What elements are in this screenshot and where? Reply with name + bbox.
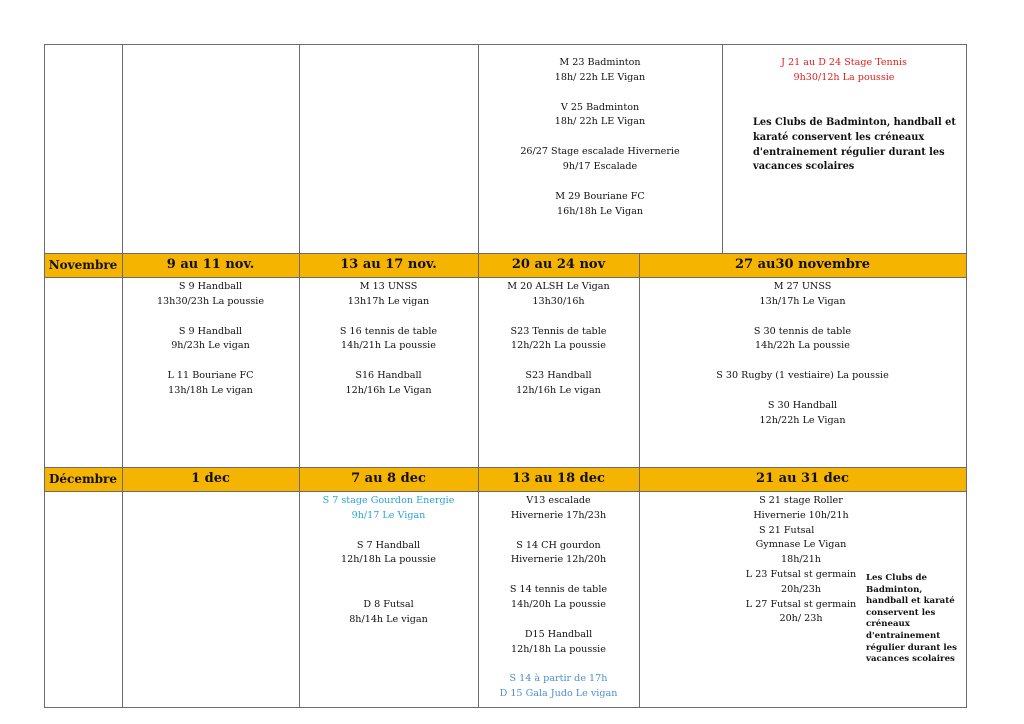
entry-line: S23 Handball bbox=[525, 370, 592, 382]
grid-line bbox=[44, 277, 967, 278]
schedule-entry bbox=[478, 628, 639, 658]
entry-line: 9h/23h Le vigan bbox=[171, 340, 250, 352]
entry-line: L 11 Bouriane FC bbox=[167, 370, 254, 382]
novembre-col5 bbox=[639, 280, 966, 429]
entry-line: D15 Handball bbox=[524, 628, 593, 640]
schedule-entry bbox=[122, 369, 299, 399]
entry-line: S 16 tennis de table bbox=[339, 325, 438, 337]
novembre-col4 bbox=[478, 280, 639, 399]
decembre-col4 bbox=[478, 494, 639, 702]
note-line: Badminton, bbox=[866, 584, 923, 595]
schedule-entry bbox=[299, 369, 478, 399]
novembre-col2 bbox=[122, 280, 299, 399]
schedule-entry bbox=[478, 325, 639, 355]
clubs-note-decembre bbox=[866, 573, 964, 666]
entry-line: 18h/ 22h LE Vigan bbox=[554, 116, 646, 128]
entry-line: M 20 ALSH Le Vigan bbox=[507, 281, 610, 292]
entry-line: 9h/17 Escalade bbox=[562, 160, 638, 172]
entry-line: S 14 CH gourdon bbox=[516, 539, 601, 551]
schedule-entry bbox=[478, 539, 639, 569]
entry-line: S 9 Handball bbox=[178, 325, 243, 337]
schedule-entry bbox=[299, 325, 478, 355]
week-header: 13 au 17 nov. bbox=[340, 257, 437, 272]
schedule-entry bbox=[122, 280, 299, 310]
decembre-col3 bbox=[299, 494, 478, 628]
entry-line: S 7 Handball bbox=[356, 539, 421, 551]
entry-line: 14h/22h La poussie bbox=[755, 340, 850, 352]
grid-line bbox=[44, 44, 45, 708]
entry-line: 14h/21h La poussie bbox=[341, 340, 436, 352]
entry-line: 20h/ 23h bbox=[779, 613, 823, 625]
week-header: 27 au30 novembre bbox=[734, 257, 871, 272]
note-line: créneaux bbox=[866, 619, 910, 630]
schedule-entry bbox=[478, 280, 639, 310]
entry-line: S 7 stage Gourdon Energie bbox=[322, 495, 455, 506]
schedule-entry bbox=[478, 101, 722, 131]
entry-line: 26/27 Stage escalade Hivernerie bbox=[520, 146, 680, 158]
entry-line: L 23 Futsal st germain bbox=[745, 568, 857, 580]
entry-line: S 9 Handball bbox=[178, 281, 243, 292]
schedule-entry bbox=[299, 280, 478, 310]
entry-line: V13 escalade bbox=[526, 495, 591, 506]
entry-line: 12h/16h Le vigan bbox=[516, 384, 601, 396]
entry-line: M 29 Bouriane FC bbox=[555, 190, 645, 202]
schedule-entry bbox=[639, 280, 966, 310]
entry-line: 12h/22h La poussie bbox=[511, 340, 606, 352]
decembre-col5-events bbox=[739, 494, 863, 627]
entry-line: S 21 Futsal bbox=[759, 524, 815, 536]
week-header: 9 au 11 nov. bbox=[166, 257, 255, 272]
note-line: karaté conservent les créneaux bbox=[753, 131, 925, 143]
week-header: 1 dec bbox=[191, 471, 230, 486]
schedule-entry bbox=[639, 325, 966, 355]
week-header: 20 au 24 nov bbox=[511, 257, 606, 272]
entry-line: M 13 UNSS bbox=[359, 281, 418, 292]
entry-line: V 25 Badminton bbox=[560, 101, 640, 113]
entry-line: Hivernerie 12h/20h bbox=[510, 554, 607, 566]
entry-line: 20h/23h bbox=[780, 583, 821, 595]
grid-line bbox=[44, 491, 967, 492]
schedule-entry bbox=[299, 598, 478, 628]
schedule-entry bbox=[639, 369, 966, 384]
grid-line bbox=[44, 253, 967, 254]
schedule-entry bbox=[478, 145, 722, 175]
schedule-entry bbox=[478, 494, 639, 524]
entry-line: 12h/22h Le Vigan bbox=[759, 414, 846, 426]
entry-line: S 30 Rugby (1 vestiaire) La poussie bbox=[716, 370, 889, 382]
entry-line: 13h17h Le vigan bbox=[347, 295, 430, 307]
clubs-note bbox=[753, 116, 963, 175]
entry-line: 12h/16h Le Vigan bbox=[345, 384, 432, 396]
entry-line: 12h/18h La poussie bbox=[511, 643, 606, 655]
entry-line: 9h/17 Le Vigan bbox=[351, 509, 426, 521]
entry-line: M 27 UNSS bbox=[773, 281, 832, 292]
top-col4-cell bbox=[478, 56, 722, 219]
entry-line: L 27 Futsal st germain bbox=[745, 598, 857, 610]
note-line: d'entrainement bbox=[866, 630, 941, 641]
schedule-entry bbox=[639, 399, 966, 429]
note-line: vacances scolaires bbox=[753, 161, 855, 173]
entry-line: S 30 tennis de table bbox=[753, 325, 852, 337]
entry-line: S23 Tennis de table bbox=[510, 325, 607, 337]
entry-line: 13h/18h Le vigan bbox=[168, 384, 253, 396]
week-header: 21 au 31 dec bbox=[756, 471, 849, 486]
note-line: d'entrainement régulier durant les bbox=[753, 146, 945, 158]
note-line: Les Clubs de Badminton, handball et bbox=[753, 117, 956, 128]
entry-line: 18h/21h bbox=[780, 554, 821, 566]
week-header: 13 au 18 dec bbox=[512, 471, 605, 486]
novembre-col3 bbox=[299, 280, 478, 399]
entry-line: Hivernerie 17h/23h bbox=[510, 509, 607, 521]
month-label-decembre: Décembre bbox=[48, 472, 118, 486]
entry-line: 13h30/23h La poussie bbox=[156, 295, 265, 307]
entry-line: S 21 stage Roller bbox=[759, 495, 843, 506]
schedule-entry bbox=[299, 539, 478, 569]
schedule-entry bbox=[478, 369, 639, 399]
entry-line: S 30 Handball bbox=[767, 399, 838, 411]
gourdon-energie-entry bbox=[299, 494, 478, 524]
grid-line bbox=[44, 44, 967, 45]
grid-line bbox=[44, 707, 967, 708]
entry-line: 13h/17h Le Vigan bbox=[759, 295, 846, 307]
entry-line: Hivernerie 10h/21h bbox=[753, 509, 849, 521]
grid-line bbox=[44, 467, 967, 468]
schedule-entry bbox=[478, 56, 722, 86]
schedule-entry bbox=[478, 583, 639, 613]
entry-line: M 23 Badminton bbox=[559, 57, 641, 68]
entry-line: D 15 Gala Judo Le vigan bbox=[499, 688, 618, 700]
schedule-entry bbox=[122, 325, 299, 355]
schedule-entry bbox=[478, 190, 722, 220]
note-line: conservent les bbox=[866, 607, 936, 618]
entry-line: 9h30/12h La poussie bbox=[793, 71, 895, 83]
note-line: handball et karaté bbox=[866, 596, 955, 607]
entry-line: Gymnase Le Vigan bbox=[755, 539, 847, 551]
entry-line: D 8 Futsal bbox=[363, 599, 414, 611]
entry-line: 8h/14h Le vigan bbox=[349, 613, 428, 625]
month-label-novembre: Novembre bbox=[48, 258, 118, 272]
entry-line: 12h/18h La poussie bbox=[341, 554, 436, 566]
note-line: Les Clubs de bbox=[866, 573, 928, 583]
gala-judo-entry bbox=[478, 672, 639, 702]
entry-line: 18h/ 22h LE Vigan bbox=[554, 71, 646, 83]
entry-line: 13h30/16h bbox=[532, 295, 585, 307]
entry-line: S 14 à partir de 17h bbox=[509, 673, 608, 685]
tennis-stage-entry bbox=[722, 56, 966, 86]
entry-line: 16h/18h Le Vigan bbox=[556, 205, 644, 217]
note-line: régulier durant les bbox=[866, 642, 957, 653]
entry-line: S16 Handball bbox=[355, 370, 422, 382]
entry-line: 14h/20h La poussie bbox=[511, 598, 606, 610]
note-line: vacances scolaires bbox=[866, 654, 955, 665]
grid-line bbox=[966, 44, 967, 708]
entry-line: J 21 au D 24 Stage Tennis bbox=[781, 57, 907, 68]
week-header: 7 au 8 dec bbox=[351, 471, 426, 486]
entry-line: S 14 tennis de table bbox=[509, 584, 608, 596]
